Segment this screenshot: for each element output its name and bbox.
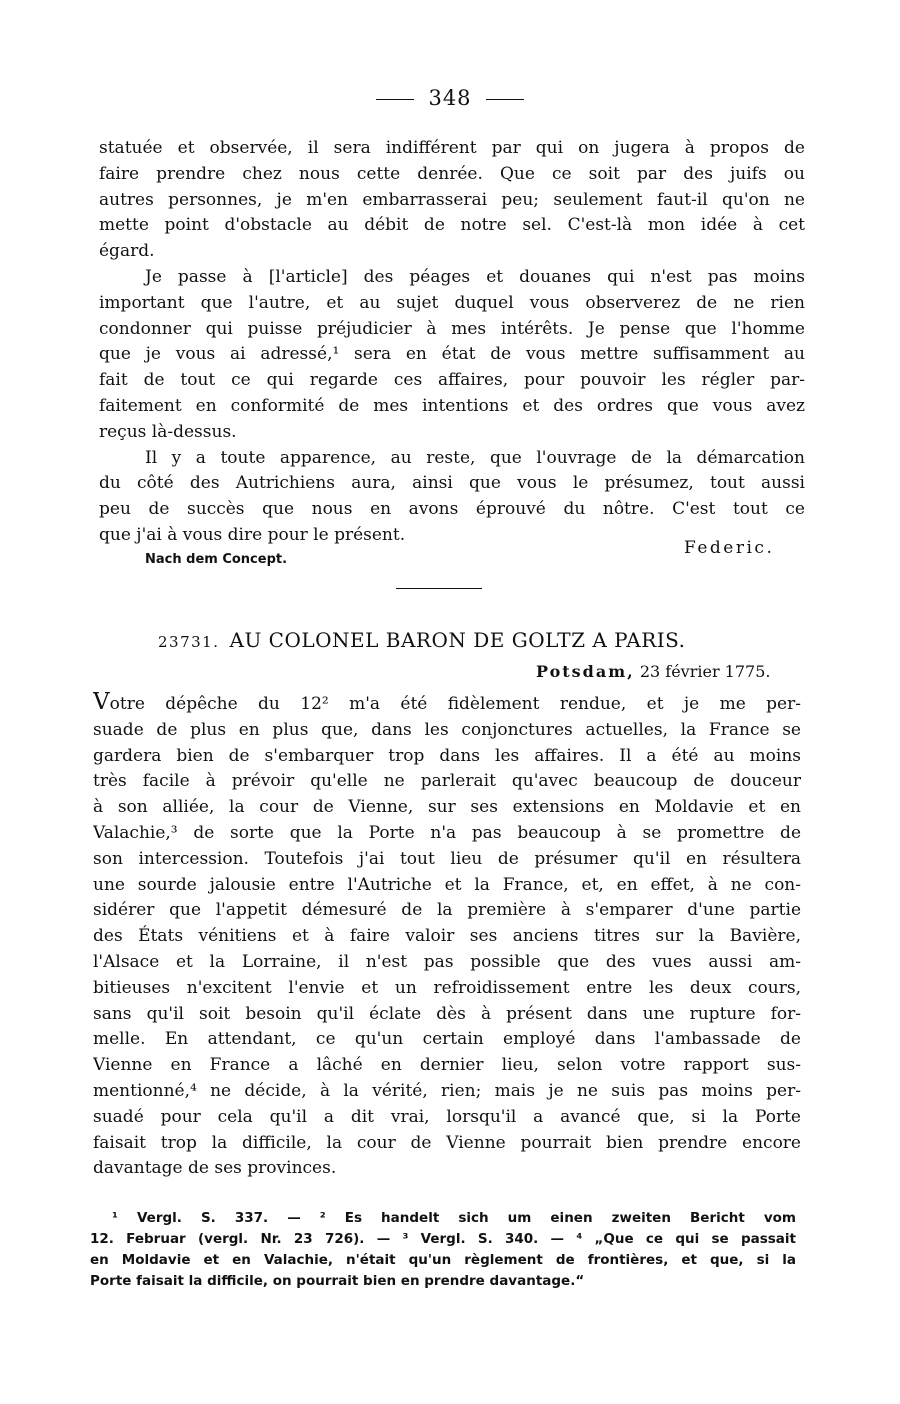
text-line: fait de tout ce qui regarde ces affaires, pour pouvoir les régler par- (99, 370, 805, 391)
text-line: très facile à prévoir qu'elle ne parlerait qu'avec beaucoup de douceur (93, 771, 801, 792)
text-line: Il y a toute apparence, au reste, que l'ouvrage de la démarcation (145, 447, 805, 468)
footnote-line: ¹ Vergl. S. 337. — ² Es handelt sich um einen zweiten Bericht vom (112, 1210, 796, 1226)
section-separator (396, 588, 482, 589)
text-line: son intercession. Toutefois j'ai tout lieu de présumer qu'il en résultera (93, 848, 801, 869)
text-line: Vienne en France a lâché en dernier lieu, selon votre rapport sus- (93, 1055, 801, 1076)
text-line: que je vous ai adressé,¹ sera en état de vous mettre suffisamment au (99, 344, 805, 365)
text-line: peu de succès que nous en avons éprouvé du nôtre. C'est tout ce (99, 499, 805, 520)
document-title: AU COLONEL BARON DE GOLTZ A PARIS. (229, 628, 686, 652)
text-line (93, 690, 801, 718)
page-number: 348 (428, 86, 472, 110)
text-line: des États vénitiens et à faire valoir ses anciens titres sur la Bavière, (93, 926, 801, 947)
dateline-date: 23 février 1775. (639, 662, 771, 681)
source-note: Nach dem Concept. (145, 552, 288, 567)
first-line-text: otre dépêche du 12² m'a été fidèlement rendue, et je me per- (109, 694, 801, 714)
signature: Federic. (684, 538, 775, 558)
header-dash-left (376, 99, 414, 100)
text-line: égard. (99, 241, 155, 262)
document-number: 23731. (158, 633, 220, 651)
text-line: bitieuses n'excitent l'envie et un refroidissement entre les deux cours, (93, 977, 801, 998)
text-line: sans qu'il soit besoin qu'il éclate dès à présent dans une rupture for- (93, 1003, 801, 1024)
text-line: du côté des Autrichiens aura, ainsi que vous le présumez, tout aussi (99, 473, 805, 494)
text-line: sidérer que l'appetit démesuré de la première à s'emparer d'une partie (93, 900, 801, 921)
text-line: une sourde jalousie entre l'Autriche et la France, et, en effet, à ne con- (93, 874, 801, 895)
letter-body-text (93, 690, 801, 1182)
text-line: mette point d'obstacle au débit de notre sel. C'est-là mon idée à cet (99, 215, 805, 236)
text-line: que j'ai à vous dire pour le présent. (99, 524, 406, 545)
text-line: suadé pour cela qu'il a dit vrai, lorsqu'il a avancé que, si la Porte (93, 1106, 801, 1127)
text-line: reçus là-dessus. (99, 421, 237, 442)
text-line: gardera bien de s'embarquer trop dans les affaires. Il a été au moins (93, 745, 801, 766)
text-line: davantage de ses provinces. (93, 1158, 337, 1179)
text-line: l'Alsace et la Lorraine, il n'est pas possible que des vues aussi am- (93, 951, 801, 972)
page-number-header (0, 86, 900, 110)
footnote-line: Porte faisait la difficile, on pourrait bien en prendre davantage.“ (90, 1273, 585, 1289)
footnotes (90, 1208, 796, 1292)
header-dash-right (486, 99, 524, 100)
letter-continuation-text (99, 136, 805, 549)
text-line: statuée et observée, il sera indifférent par qui on jugera à propos de (99, 138, 805, 158)
text-line: faitement en conformité de mes intentions et des ordres que vous avez (99, 395, 805, 416)
text-line: Je passe à [l'article] des péages et douanes qui n'est pas moins (145, 266, 805, 287)
text-line: important que l'autre, et au sujet duquel vous observerez de ne rien (99, 292, 805, 313)
footnote-line: en Moldavie et en Valachie, n'était qu'un règlement de frontières, et que, si la (90, 1252, 796, 1268)
text-line: Valachie,³ de sorte que la Porte n'a pas beaucoup à se promettre de (93, 822, 801, 843)
drop-letter: V (93, 690, 110, 715)
dateline (536, 662, 770, 681)
document-heading (158, 628, 686, 652)
text-line: melle. En attendant, ce qu'un certain employé dans l'ambassade de (93, 1029, 801, 1050)
text-line: suade de plus en plus que, dans les conjonctures actuelles, la France se (93, 719, 801, 740)
footnote-line: 12. Februar (vergl. Nr. 23 726). — ³ Vergl. S. 340. — ⁴ „Que ce qui se passait (90, 1231, 796, 1247)
text-line: faisait trop la difficile, la cour de Vienne pourrait bien prendre encore (93, 1132, 801, 1153)
dateline-place: Potsdam, (536, 662, 635, 681)
text-line: faire prendre chez nous cette denrée. Que ce soit par des juifs ou (99, 163, 805, 184)
text-line: à son alliée, la cour de Vienne, sur ses extensions en Moldavie et en (93, 797, 801, 818)
text-line: autres personnes, je m'en embarrasserai peu; seulement faut-il qu'on ne (99, 189, 805, 210)
text-line: condonner qui puisse préjudicier à mes intérêts. Je pense que l'homme (99, 318, 805, 339)
text-line: mentionné,⁴ ne décide, à la vérité, rien; mais je ne suis pas moins per- (93, 1080, 801, 1101)
